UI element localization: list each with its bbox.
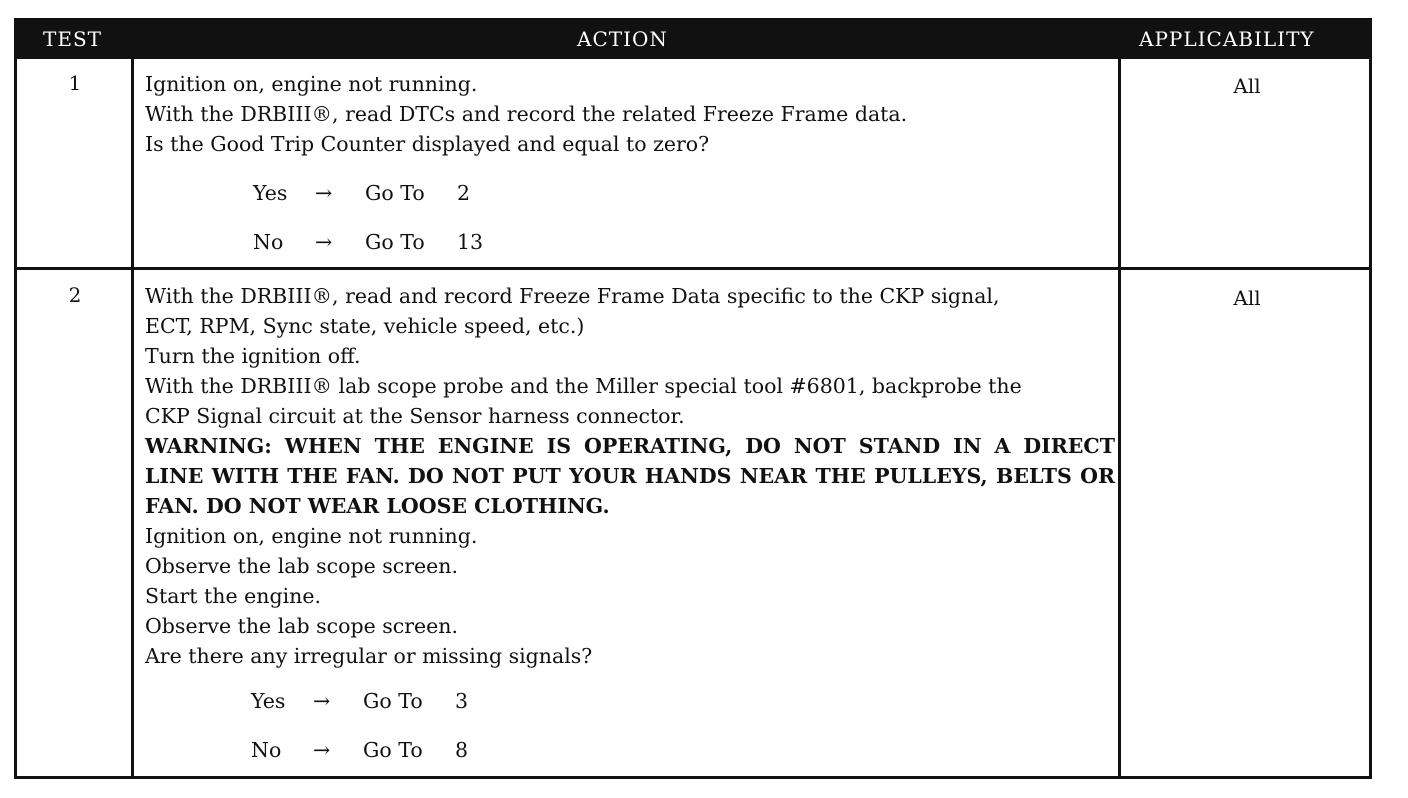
action-line: With the DRBIII® lab scope probe and the Miller special tool #6801, backprobe the [145,374,1022,398]
header-action: ACTION [577,27,668,51]
arrow-icon: → [315,230,333,254]
branch-answer: Yes [251,689,286,713]
branch-step: 8 [455,738,469,762]
branch-step: 2 [457,181,471,205]
action-line: Observe the lab scope screen. [145,614,459,638]
action-line: Ignition on, engine not running. [145,524,478,548]
action-line: ECT, RPM, Sync state, vehicle speed, etc.) [145,314,585,338]
action-line: With the DRBIII®, read DTCs and record the related Freeze Frame data. [145,102,908,126]
arrow-icon: → [313,738,331,762]
column-divider [131,59,134,776]
branch-answer: No [251,738,282,762]
branch-step: 3 [455,689,469,713]
action-line: Turn the ignition off. [145,344,361,368]
warning-text: WARNING: WHEN THE ENGINE IS OPERATING, DO NOT STAND IN A DIRECT LINE WITH THE FAN. DO NOT PUT YOUR HANDS NEAR THE PULLEYS, BELTS OR FAN. DO NOT WEAR LOOSE CLOTHING. [145,434,1115,518]
applicability-value: All [1233,286,1261,310]
action-line: With the DRBIII®, read and record Freeze Frame Data specific to the CKP signal, [145,284,1000,308]
arrow-icon: → [313,689,331,713]
action-line: Start the engine. [145,584,322,608]
branch-goto: Go To [365,181,425,205]
branch-goto: Go To [363,738,423,762]
action-text [145,281,1115,671]
header-applicability: APPLICABILITY [1139,27,1315,51]
arrow-icon: → [315,181,333,205]
column-divider [1118,59,1121,776]
branch-step: 13 [457,230,484,254]
action-line: Are there any irregular or missing signals? [145,644,593,668]
action-text [145,69,1115,159]
branch-answer: No [253,230,284,254]
action-line: CKP Signal circuit at the Sensor harness connector. [145,404,685,428]
action-line: Ignition on, engine not running. [145,72,478,96]
test-number: 2 [68,283,82,307]
branch-goto: Go To [365,230,425,254]
table-header [17,21,1369,59]
action-line: Observe the lab scope screen. [145,554,459,578]
applicability-value: All [1233,74,1261,98]
branch-goto: Go To [363,689,423,713]
procedure-table [14,18,1372,779]
header-test: TEST [43,27,102,51]
row-divider [17,267,1369,270]
action-line: Is the Good Trip Counter displayed and equal to zero? [145,132,710,156]
branch-answer: Yes [253,181,288,205]
test-number: 1 [68,71,82,95]
